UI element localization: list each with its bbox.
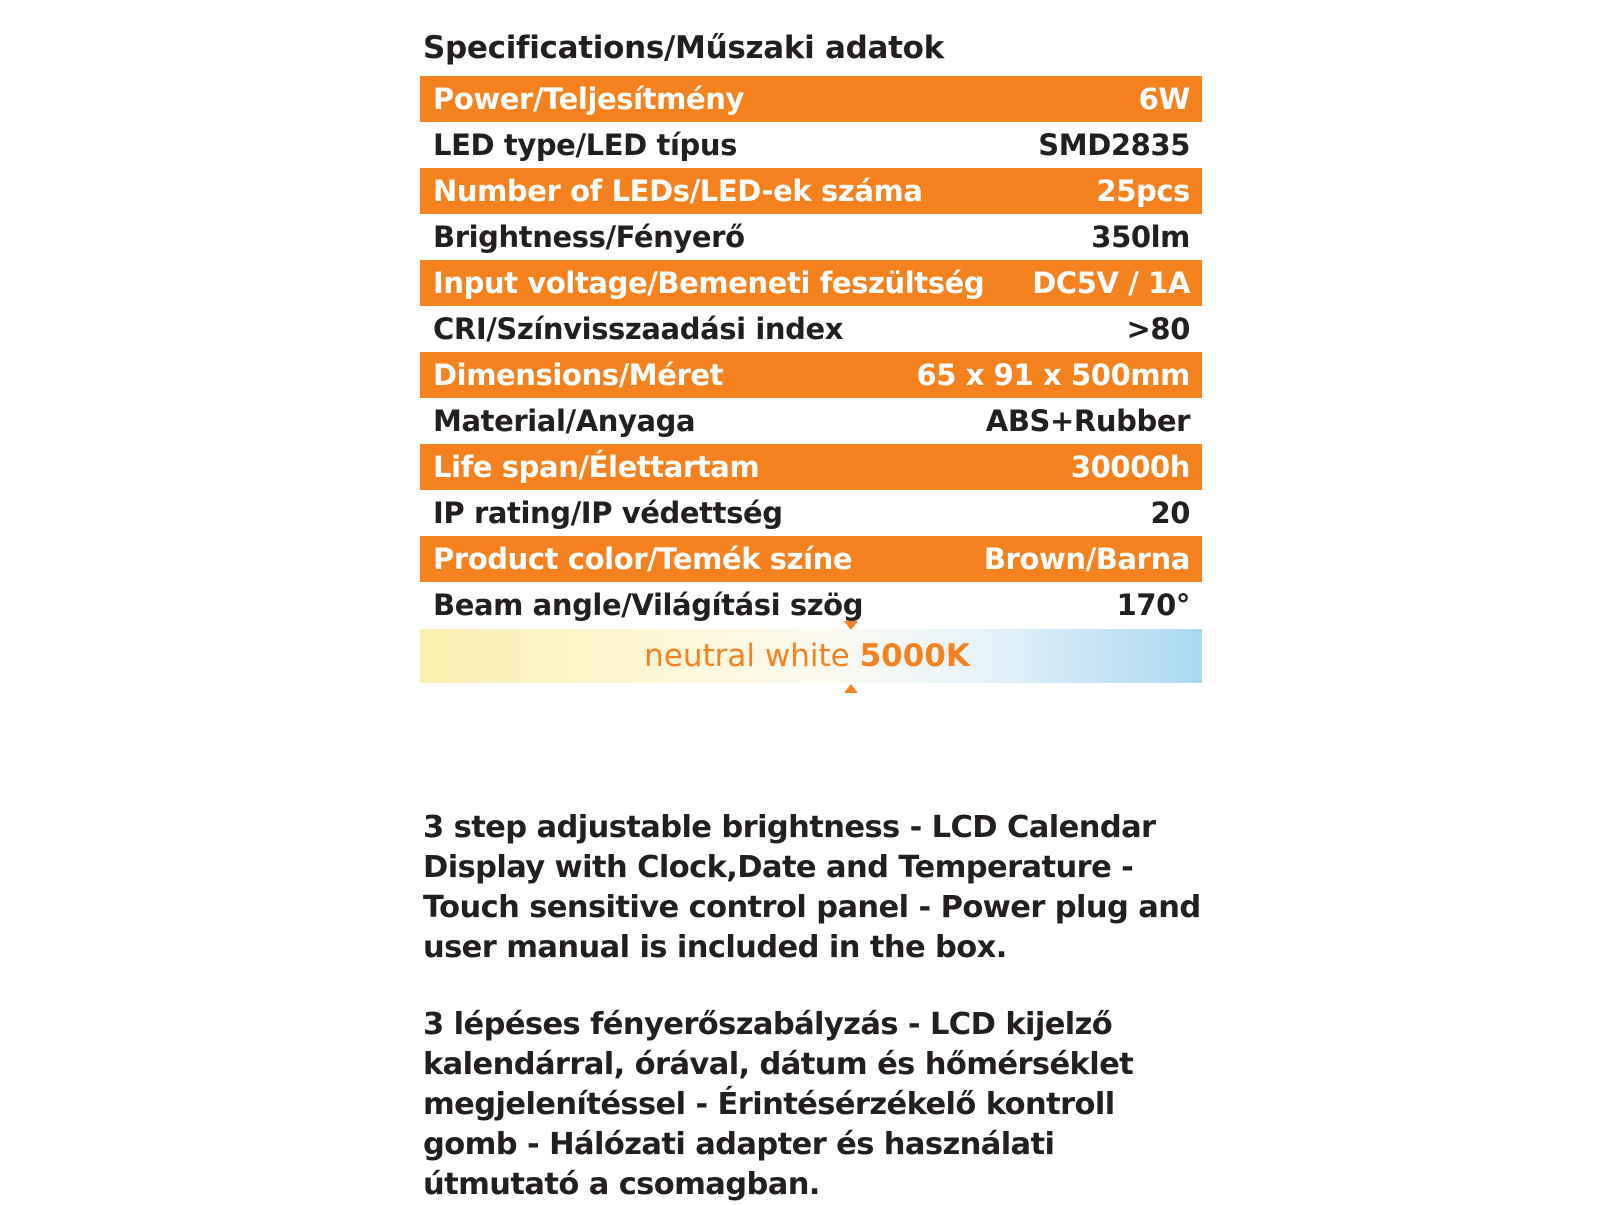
color-temperature-name: neutral white [644, 638, 850, 674]
description-hungarian: 3 lépéses fényerőszabályzás - LCD kijelző kalendárral, órával, dátum és hőmérséklet megjelenítéssel - Érintésérzékelő kontroll gomb - Hálózati adapter és használati útmutató a csomagban. [423, 1007, 1134, 1202]
spec-value: 65 x 91 x 500mm [916, 358, 1190, 392]
spec-label: Product color/Temék színe [433, 542, 853, 576]
spec-table [420, 76, 1202, 628]
spec-label: CRI/Színvisszaadási index [433, 312, 844, 346]
spec-label: Dimensions/Méret [433, 358, 724, 392]
page-title: Specifications/Műszaki adatok [423, 30, 944, 66]
spec-label: LED type/LED típus [433, 128, 737, 162]
spec-value: 170° [1116, 588, 1190, 622]
spec-value: SMD2835 [1038, 128, 1190, 162]
spec-value: 30000h [1070, 450, 1190, 484]
spec-value: 25pcs [1096, 174, 1190, 208]
spec-value: 20 [1150, 496, 1190, 530]
spec-row-material [420, 398, 1202, 444]
spec-row-cri [420, 306, 1202, 352]
spec-value: DC5V / 1A [1032, 266, 1190, 300]
spec-label: Number of LEDs/LED-ek száma [433, 174, 923, 208]
spec-label: Power/Teljesítmény [433, 82, 744, 116]
spec-sheet [420, 8, 1202, 1202]
spec-label: Life span/Élettartam [433, 450, 760, 484]
spec-label: Material/Anyaga [433, 404, 696, 438]
spec-row-led-count [420, 168, 1202, 214]
spec-label: Beam angle/Világítási szög [433, 588, 864, 622]
spec-row-input-voltage [420, 260, 1202, 306]
spec-label: Input voltage/Bemeneti feszültség [433, 266, 985, 300]
temperature-marker-bottom-icon [844, 684, 858, 693]
spec-row-product-color [420, 536, 1202, 582]
color-temperature-label [644, 638, 970, 674]
color-temperature-value: 5000K [859, 638, 970, 674]
spec-value: 6W [1138, 82, 1190, 116]
description-english: 3 step adjustable brightness - LCD Calendar Display with Clock,Date and Temperature - Touch sensitive control panel - Power plug and user manual is included in the box. [423, 810, 1201, 965]
spec-value: 350lm [1091, 220, 1190, 254]
spec-row-life-span [420, 444, 1202, 490]
spec-value: >80 [1126, 312, 1190, 346]
temperature-marker-top-icon [844, 621, 858, 630]
color-temperature-bar [420, 629, 1202, 683]
spec-row-ip-rating [420, 490, 1202, 536]
spec-value: ABS+Rubber [985, 404, 1190, 438]
spec-row-led-type [420, 122, 1202, 168]
spec-row-dimensions [420, 352, 1202, 398]
spec-value: Brown/Barna [983, 542, 1190, 576]
spec-row-brightness [420, 214, 1202, 260]
spec-row-power [420, 76, 1202, 122]
spec-label: Brightness/Fényerő [433, 220, 745, 254]
spec-label: IP rating/IP védettség [433, 496, 783, 530]
spec-row-beam-angle [420, 582, 1202, 628]
